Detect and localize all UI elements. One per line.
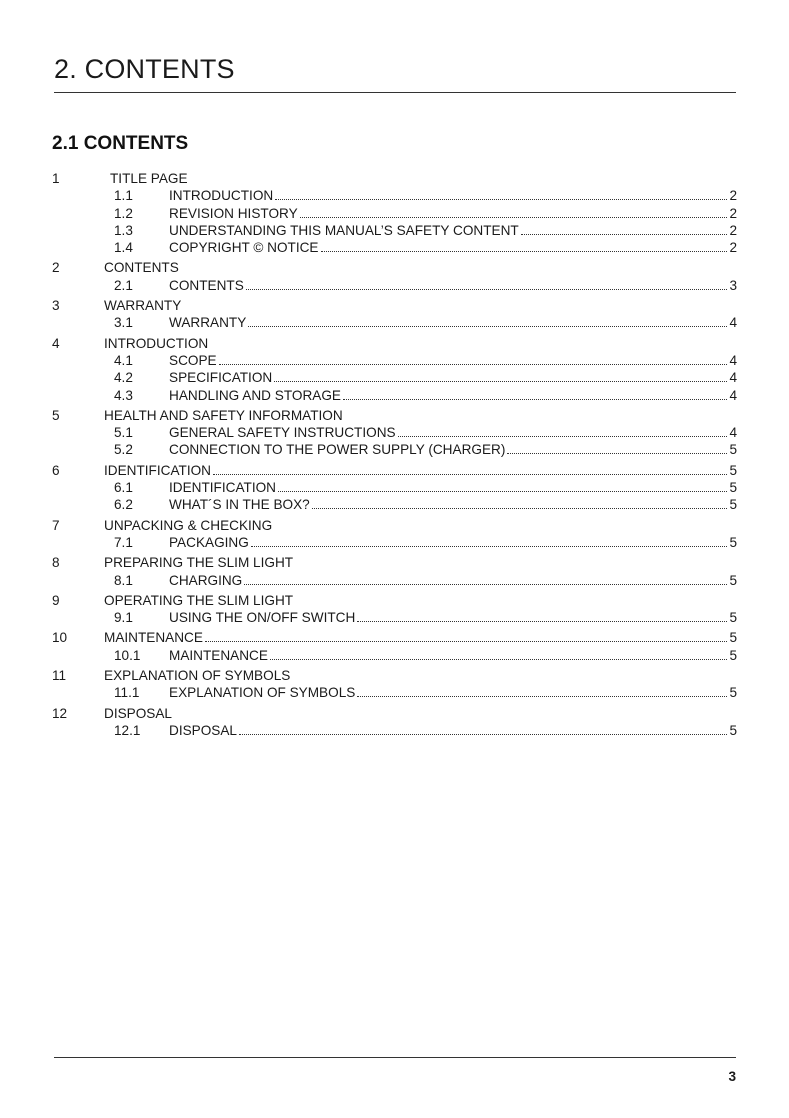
toc-dot-leader — [357, 609, 727, 622]
toc-chapter-title: HEALTH AND SAFETY INFORMATION — [104, 407, 343, 423]
toc-dot-leader — [239, 722, 727, 735]
toc-chapter — [0, 259, 789, 297]
toc-chapter-number: 12 — [52, 705, 68, 721]
toc-page-number: 4 — [729, 370, 737, 386]
toc-section-row[interactable] — [0, 722, 789, 739]
toc-section-entry — [169, 187, 737, 204]
toc-dot-leader — [275, 187, 727, 200]
toc-chapter-row[interactable] — [0, 462, 789, 479]
footer-rule — [54, 1057, 736, 1058]
toc-chapter-title: UNPACKING & CHECKING — [104, 517, 273, 533]
toc-chapter-row[interactable] — [0, 592, 789, 609]
toc-section-title: EXPLANATION OF SYMBOLS — [169, 685, 356, 701]
toc-dot-leader — [219, 352, 728, 365]
toc-section-number: 10.1 — [114, 647, 141, 663]
toc-page-number: 4 — [729, 387, 737, 403]
toc-chapter-row[interactable] — [0, 667, 789, 684]
toc-page-number: 3 — [729, 277, 737, 293]
toc-section-number: 6.2 — [114, 497, 133, 513]
toc-chapter-number: 8 — [52, 555, 60, 571]
toc-dot-leader — [251, 534, 728, 547]
toc-chapter — [0, 629, 789, 667]
toc-section-entry — [169, 534, 737, 551]
toc-section-row[interactable] — [0, 479, 789, 496]
toc-section-row[interactable] — [0, 572, 789, 589]
toc-page-number: 5 — [729, 534, 737, 550]
toc-chapter — [0, 335, 789, 407]
section-title: 2.1 CONTENTS — [52, 133, 189, 154]
toc-chapter-number: 9 — [52, 592, 60, 608]
toc-section-title: IDENTIFICATION — [169, 480, 276, 496]
toc-section-entry — [169, 496, 737, 513]
toc-chapter-number: 7 — [52, 517, 60, 533]
toc-section-number: 6.1 — [114, 480, 133, 496]
toc-section-number: 11.1 — [114, 685, 140, 701]
toc-section-number: 3.1 — [114, 315, 133, 331]
toc-dot-leader — [521, 222, 728, 235]
toc-section-number: 4.3 — [114, 387, 133, 403]
toc-section-row[interactable] — [0, 314, 789, 331]
toc-section-title: COPYRIGHT © NOTICE — [169, 240, 319, 256]
toc-section-row[interactable] — [0, 387, 789, 404]
toc-chapter-title: INTRODUCTION — [104, 335, 209, 351]
toc-chapter-entry — [104, 517, 737, 534]
toc-dot-leader — [274, 369, 727, 382]
toc-section-row[interactable] — [0, 277, 789, 294]
toc-dot-leader — [312, 496, 728, 509]
toc-section-number: 1.4 — [114, 240, 133, 256]
toc-chapter-entry — [104, 297, 737, 314]
toc-section-entry — [169, 314, 737, 331]
toc-chapter-entry — [110, 170, 737, 187]
toc-chapter — [0, 667, 789, 705]
toc-chapter-number: 10 — [52, 630, 68, 646]
toc-chapter — [0, 407, 789, 462]
toc-chapter-row[interactable] — [0, 629, 789, 646]
toc-chapter-row[interactable] — [0, 407, 789, 424]
toc-chapter-row[interactable] — [0, 554, 789, 571]
toc-chapter-row[interactable] — [0, 517, 789, 534]
toc-section-title: REVISION HISTORY — [169, 205, 298, 221]
toc-chapter-number: 1 — [52, 171, 60, 186]
toc-section-title: UNDERSTANDING THIS MANUAL’S SAFETY CONTENT — [169, 222, 519, 238]
toc-section-row[interactable] — [0, 187, 789, 204]
toc-section-entry — [169, 647, 737, 664]
toc-section-row[interactable] — [0, 205, 789, 222]
toc-chapter — [0, 554, 789, 592]
toc-section-entry — [169, 572, 737, 589]
toc-section-title: DISPOSAL — [169, 722, 237, 738]
toc-dot-leader — [278, 479, 727, 492]
toc-chapter-entry — [104, 554, 737, 571]
toc-section-row[interactable] — [0, 239, 789, 256]
toc-chapter-title: EXPLANATION OF SYMBOLS — [104, 668, 291, 684]
chapter-spacer — [0, 739, 789, 742]
toc-chapter-entry — [104, 705, 737, 722]
toc-chapter-entry — [104, 259, 737, 276]
toc-section-number: 1.1 — [114, 188, 133, 204]
toc-section-entry — [169, 205, 737, 222]
toc-section-number: 4.1 — [114, 352, 133, 368]
toc-section-row[interactable] — [0, 369, 789, 386]
toc-section-row[interactable] — [0, 647, 789, 664]
toc-page-number: 5 — [729, 462, 737, 478]
toc-chapter — [0, 517, 789, 555]
toc-chapter-title: IDENTIFICATION — [104, 462, 211, 478]
page-number: 3 — [728, 1069, 736, 1084]
toc-chapter-title: DISPOSAL — [104, 705, 172, 721]
toc-section-number: 8.1 — [114, 572, 133, 588]
toc-section-entry — [169, 441, 737, 458]
toc-section-title: SPECIFICATION — [169, 370, 273, 386]
toc-chapter-number: 3 — [52, 298, 60, 314]
toc-section-entry — [169, 609, 737, 626]
toc-chapter-title: PREPARING THE SLIM LIGHT — [104, 555, 294, 571]
toc-page-number: 5 — [729, 647, 737, 663]
toc-section-title: INTRODUCTION — [169, 188, 274, 204]
toc-page-number: 2 — [729, 222, 737, 238]
toc-page-number: 5 — [729, 630, 737, 646]
toc-section-title: GENERAL SAFETY INSTRUCTIONS — [169, 425, 396, 441]
toc-chapter-title: CONTENTS — [104, 260, 179, 276]
toc-section-entry — [169, 387, 737, 404]
toc-page-number: 5 — [729, 610, 737, 626]
toc-section-title: CONTENTS — [169, 277, 244, 293]
toc-dot-leader — [357, 684, 727, 697]
toc-section-title: USING THE ON/OFF SWITCH — [169, 610, 356, 626]
toc-section-title: WHAT´S IN THE BOX? — [169, 497, 310, 513]
toc-section-entry — [169, 369, 737, 386]
toc-chapter-row[interactable] — [0, 259, 789, 276]
toc-dot-leader — [270, 647, 727, 660]
toc-section-entry — [169, 352, 737, 369]
toc-section-number: 1.2 — [114, 205, 133, 221]
toc-dot-leader — [213, 462, 727, 475]
toc-section-number: 2.1 — [114, 277, 133, 293]
toc-section-number: 5.2 — [114, 442, 133, 458]
toc-dot-leader — [248, 314, 727, 327]
toc-page-number: 2 — [729, 188, 737, 204]
toc-chapter — [0, 462, 789, 517]
toc-section-number: 1.3 — [114, 222, 133, 238]
toc-chapter-entry — [104, 462, 737, 479]
toc-section-entry — [169, 684, 737, 701]
toc-chapter-title: TITLE PAGE — [110, 171, 188, 186]
toc-chapter-entry — [104, 592, 737, 609]
toc-section-entry — [169, 239, 737, 256]
toc-section-number: 5.1 — [114, 425, 133, 441]
toc-dot-leader — [246, 277, 728, 290]
toc-page-number: 5 — [729, 685, 737, 701]
toc-section-number: 9.1 — [114, 610, 133, 626]
toc-section-title: HANDLING AND STORAGE — [169, 387, 341, 403]
toc-chapter-entry — [104, 407, 737, 424]
toc-chapter — [0, 297, 789, 335]
toc-section-title: MAINTENANCE — [169, 647, 268, 663]
toc-page-number: 2 — [729, 205, 737, 221]
toc-page-number: 4 — [729, 352, 737, 368]
header-rule — [54, 92, 736, 93]
toc-dot-leader — [507, 441, 727, 454]
toc-chapter-entry — [104, 335, 737, 352]
toc-section-number: 12.1 — [114, 722, 141, 738]
toc-section-row[interactable] — [0, 609, 789, 626]
toc-section-row[interactable] — [0, 684, 789, 701]
toc-section-entry — [169, 424, 737, 441]
toc-chapter-number: 2 — [52, 260, 60, 276]
toc-page-number: 5 — [729, 497, 737, 513]
toc-page-number: 5 — [729, 722, 737, 738]
toc-chapter-number: 6 — [52, 462, 60, 478]
toc-chapter-entry — [104, 667, 737, 684]
toc-section-row[interactable] — [0, 441, 789, 458]
table-of-contents — [0, 170, 789, 742]
toc-section-number: 4.2 — [114, 370, 133, 386]
toc-chapter-row[interactable] — [0, 170, 789, 187]
toc-dot-leader — [244, 572, 727, 585]
toc-section-entry — [169, 222, 737, 239]
toc-section-row[interactable] — [0, 352, 789, 369]
toc-section-row[interactable] — [0, 424, 789, 441]
toc-chapter-row[interactable] — [0, 297, 789, 314]
toc-page-number: 2 — [729, 240, 737, 256]
toc-chapter — [0, 592, 789, 630]
toc-chapter-title: OPERATING THE SLIM LIGHT — [104, 592, 294, 608]
toc-section-row[interactable] — [0, 534, 789, 551]
toc-chapter-title: MAINTENANCE — [104, 630, 203, 646]
toc-section-entry — [169, 479, 737, 496]
toc-section-entry — [169, 277, 737, 294]
toc-section-row[interactable] — [0, 222, 789, 239]
toc-page-number: 5 — [729, 572, 737, 588]
toc-section-title: PACKAGING — [169, 534, 249, 550]
toc-chapter-number: 11 — [52, 668, 67, 684]
toc-section-title: WARRANTY — [169, 315, 247, 331]
toc-section-row[interactable] — [0, 496, 789, 513]
toc-dot-leader — [398, 424, 728, 437]
toc-chapter-number: 5 — [52, 407, 60, 423]
toc-page-number: 5 — [729, 442, 737, 458]
toc-chapter — [0, 170, 789, 259]
toc-dot-leader — [343, 387, 727, 400]
toc-section-number: 7.1 — [114, 534, 133, 550]
toc-dot-leader — [300, 205, 728, 218]
toc-section-title: CONNECTION TO THE POWER SUPPLY (CHARGER) — [169, 442, 506, 458]
toc-chapter-title: WARRANTY — [104, 298, 182, 314]
toc-page-number: 4 — [729, 315, 737, 331]
page-header-title: 2. CONTENTS — [54, 54, 235, 84]
toc-dot-leader — [205, 629, 727, 642]
toc-chapter-entry — [104, 629, 737, 646]
toc-chapter-row[interactable] — [0, 335, 789, 352]
toc-chapter-number: 4 — [52, 335, 60, 351]
toc-page-number: 5 — [729, 480, 737, 496]
toc-section-title: SCOPE — [169, 352, 217, 368]
toc-section-title: CHARGING — [169, 572, 243, 588]
toc-page-number: 4 — [729, 425, 737, 441]
toc-chapter-row[interactable] — [0, 705, 789, 722]
toc-chapter — [0, 705, 789, 743]
toc-dot-leader — [321, 239, 728, 252]
toc-section-entry — [169, 722, 737, 739]
